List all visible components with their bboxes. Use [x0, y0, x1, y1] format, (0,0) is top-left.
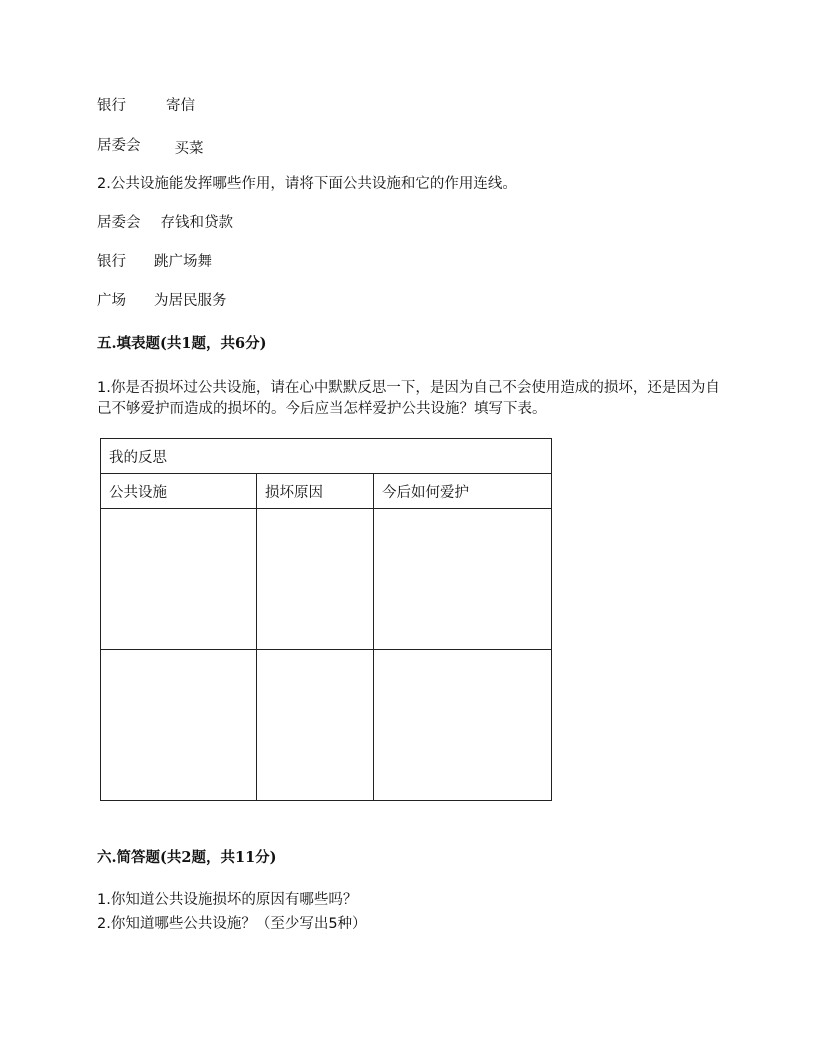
table-cell[interactable]	[101, 509, 257, 650]
match-pair	[97, 252, 212, 272]
table-title-row	[101, 439, 552, 474]
question-text: 1.你知道公共设施损坏的原因有哪些吗？	[97, 892, 358, 908]
pair-left: 居委会	[97, 215, 141, 231]
section-heading: 五.填表题(共1题，共6分)	[97, 335, 267, 352]
match-pair	[97, 136, 204, 156]
pair-left: 银行	[97, 98, 126, 114]
pair-left: 广场	[97, 293, 126, 309]
reflection-table	[100, 438, 552, 801]
table-row	[101, 509, 552, 650]
table-cell[interactable]	[257, 509, 374, 650]
pair-left: 居委会	[97, 138, 141, 154]
pair-left: 银行	[97, 254, 126, 270]
pair-right: 寄信	[166, 98, 195, 114]
section-heading: 六.简答题(共2题，共11分)	[97, 849, 277, 866]
match-pair	[97, 96, 195, 116]
pair-right: 存钱和贷款	[160, 215, 233, 231]
table-cell[interactable]	[257, 650, 374, 801]
column-header: 公共设施	[101, 474, 257, 509]
column-header: 今后如何爱护	[374, 474, 552, 509]
question-text: 1.你是否损坏过公共设施，请在心中默默反思一下，是因为自己不会使用造成的损坏，还是因为自己不够爱护而造成的损坏的。今后应当怎样爱护公共设施？填写下表。	[97, 380, 720, 417]
match-pair	[97, 291, 227, 311]
pair-right: 跳广场舞	[154, 254, 212, 270]
question-text: 2.你知道哪些公共设施？（至少写出5种）	[97, 916, 367, 932]
table-title: 我的反思	[101, 439, 552, 474]
pair-right: 为居民服务	[154, 293, 227, 309]
question-text: 2.公共设施能发挥哪些作用，请将下面公共设施和它的作用连线。	[97, 176, 517, 192]
table-header-row	[101, 474, 552, 509]
table-cell[interactable]	[374, 509, 552, 650]
column-header: 损坏原因	[257, 474, 374, 509]
pair-right: 买菜	[174, 141, 204, 157]
match-pair	[97, 213, 233, 233]
table-row	[101, 650, 552, 801]
table-cell[interactable]	[101, 650, 257, 801]
table-cell[interactable]	[374, 650, 552, 801]
